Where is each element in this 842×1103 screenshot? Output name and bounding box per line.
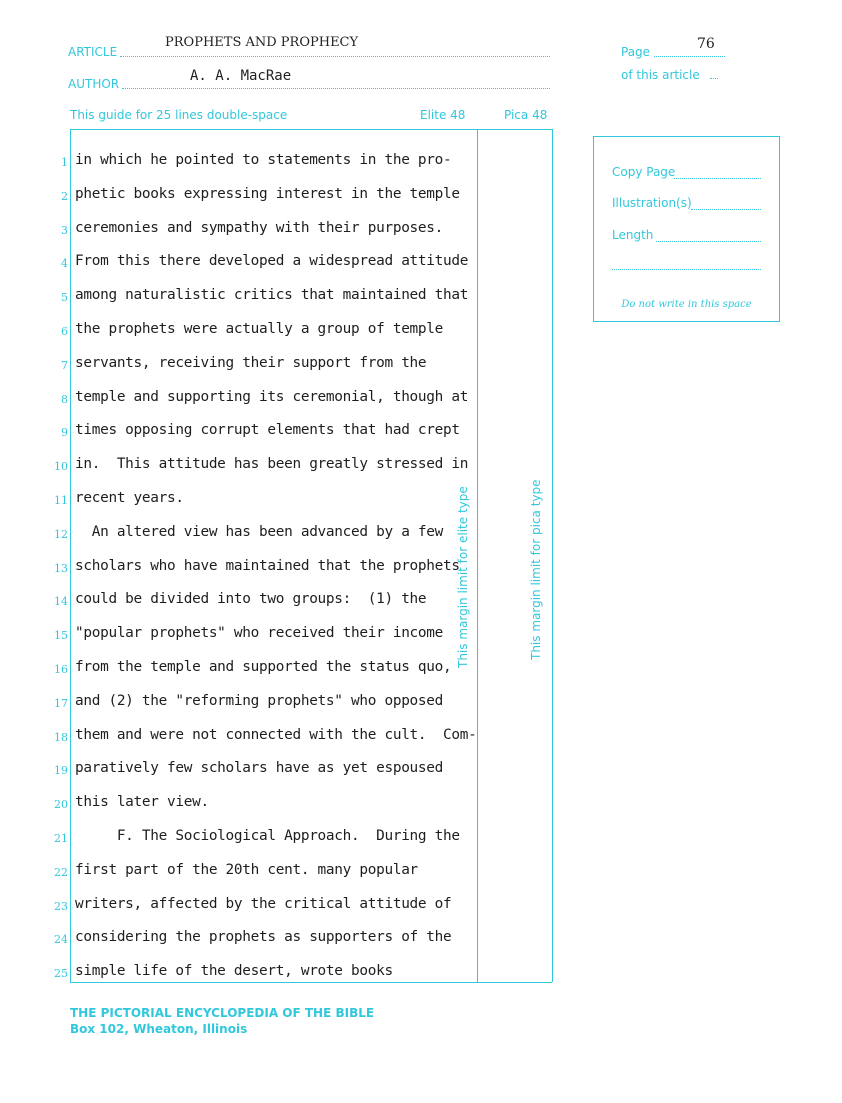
- line-number: 8: [61, 392, 68, 406]
- do-not-write-note: Do not write in this space: [621, 299, 752, 310]
- author-label: AUTHOR: [68, 77, 120, 91]
- typed-line: writers, affected by the critical attitude of: [75, 895, 452, 912]
- line-number: 3: [61, 223, 68, 237]
- line-number: 19: [54, 764, 68, 778]
- publisher-name: THE PICTORIAL ENCYCLOPEDIA OF THE BIBLE: [70, 1006, 375, 1020]
- elite-label: Elite 48: [420, 108, 466, 122]
- frame-top-rule: [70, 129, 552, 130]
- page-label: Page: [621, 45, 651, 59]
- line-number: 18: [54, 730, 68, 744]
- typed-line: From this there developed a widespread attitude: [75, 253, 469, 270]
- line-number: 4: [61, 257, 68, 271]
- typed-line: among naturalistic critics that maintained that: [75, 287, 469, 304]
- lines-guide-note: This guide for 25 lines double-space: [70, 108, 288, 122]
- line-number: 21: [54, 832, 68, 845]
- author-name: A. A. MacRae: [190, 68, 292, 84]
- typed-line: the prophets were actually a group of temple: [75, 321, 444, 337]
- article-dotted-line: [120, 56, 550, 57]
- typed-line: them and were not connected with the cult. Com-: [75, 726, 477, 743]
- line-number: 2: [61, 189, 68, 203]
- line-number: 7: [61, 358, 68, 372]
- line-number: 12: [54, 527, 68, 541]
- typed-line: and (2) the "reforming prophets" who opposed: [75, 692, 444, 709]
- typed-line: servants, receiving their support from the: [75, 354, 427, 371]
- typed-line: temple and supporting its ceremonial, though at: [75, 388, 469, 405]
- line-number: 6: [61, 325, 68, 338]
- copy-box: [593, 136, 780, 322]
- typed-line: in which he pointed to statements in the pro-: [75, 152, 452, 168]
- elite-margin-label: This margin limit for elite type: [456, 486, 470, 668]
- copy-page-label: Copy Page: [612, 165, 676, 179]
- copy-page-dotted-line: [674, 178, 761, 179]
- illustrations-dotted-line: [691, 209, 761, 210]
- line-number: 20: [54, 798, 68, 812]
- typed-line: recent years.: [75, 490, 184, 506]
- author-dotted-line: [122, 88, 550, 89]
- typed-line: F. The Sociological Approach. During the: [75, 828, 460, 844]
- typed-line: could be divided into two groups: (1) the: [75, 591, 427, 608]
- typed-line: "popular prophets" who received their income: [75, 625, 444, 642]
- frame-bottom-rule: [70, 982, 552, 983]
- line-number: 13: [54, 561, 68, 575]
- typed-line: from the temple and supported the status quo,: [75, 659, 452, 675]
- typed-line: An altered view has been advanced by a few: [75, 523, 444, 540]
- page-number: 76: [697, 36, 715, 52]
- line-number: 23: [54, 899, 68, 913]
- line-number: 11: [54, 494, 68, 507]
- frame-left-rule: [70, 129, 71, 982]
- length-label: Length: [612, 228, 654, 242]
- page-dotted-line: [654, 56, 725, 57]
- typed-line: considering the prophets as supporters of the: [75, 929, 452, 946]
- elite-margin-rule: [477, 129, 478, 982]
- typed-line: times opposing corrupt elements that had crept: [75, 422, 460, 439]
- typed-line: first part of the 20th cent. many popular: [75, 861, 418, 878]
- extra-dotted-line: [612, 269, 761, 270]
- typed-line: simple life of the desert, wrote books: [75, 963, 393, 980]
- line-number: 9: [61, 426, 68, 440]
- line-number: 16: [54, 663, 68, 676]
- pica-margin-rule: [552, 129, 553, 982]
- line-number: 24: [54, 933, 68, 947]
- typed-line: phetic books expressing interest in the temple: [75, 185, 460, 202]
- line-number: 22: [54, 865, 68, 879]
- article-title: PROPHETS AND PROPHECY: [165, 35, 359, 50]
- length-dotted-line: [656, 241, 761, 242]
- line-number: 14: [54, 595, 68, 609]
- line-number: 5: [61, 291, 68, 305]
- publisher-address: Box 102, Wheaton, Illinois: [70, 1022, 248, 1036]
- typed-line: paratively few scholars have as yet espoused: [75, 760, 444, 777]
- typed-line: ceremonies and sympathy with their purposes.: [75, 219, 444, 236]
- illustrations-label: Illustration(s): [612, 196, 692, 210]
- of-article-dotted-line: [710, 78, 718, 79]
- of-article-label: of this article: [621, 68, 700, 82]
- line-number: 1: [61, 156, 68, 169]
- typed-line: this later view.: [75, 794, 209, 811]
- line-number: 15: [54, 629, 68, 643]
- typed-line: scholars who have maintained that the prophets: [75, 557, 460, 574]
- article-label: ARTICLE: [68, 45, 118, 59]
- line-number: 25: [54, 967, 68, 981]
- line-number: 10: [54, 460, 68, 474]
- pica-margin-label: This margin limit for pica type: [529, 479, 543, 660]
- line-number: 17: [54, 696, 68, 710]
- typed-line: in. This attitude has been greatly stressed in: [75, 456, 469, 473]
- pica-label: Pica 48: [504, 108, 548, 122]
